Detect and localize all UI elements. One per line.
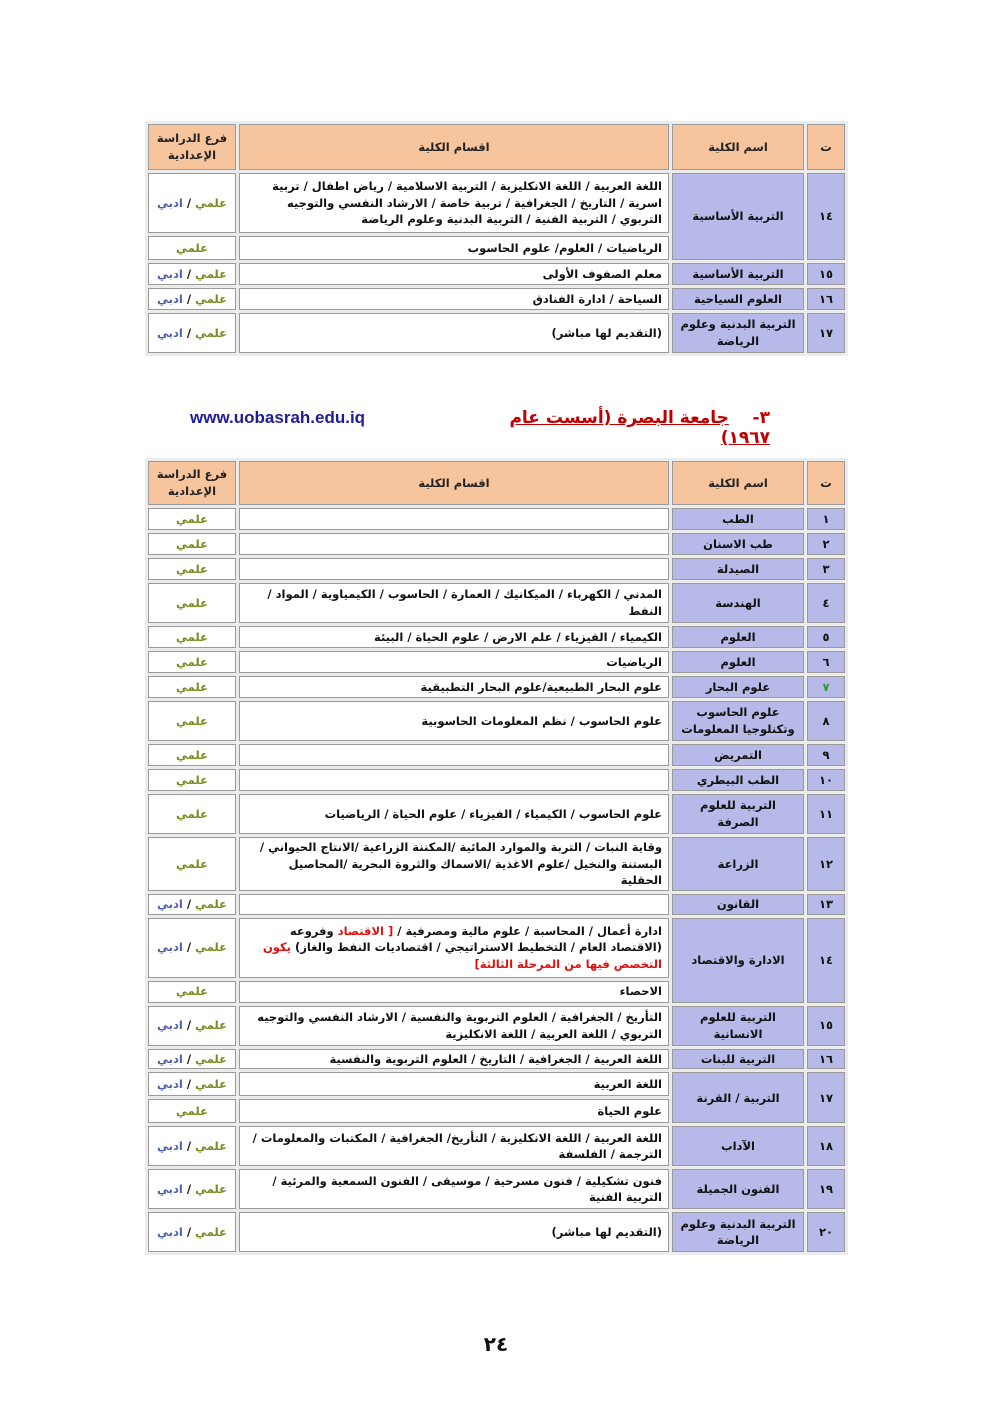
table-row <box>148 1169 845 1209</box>
college-name: التمريض <box>672 744 804 766</box>
branch-science: علمي <box>176 240 208 255</box>
college-name: التربية للعلوم الانسانية <box>672 1006 804 1046</box>
branch-literary: ادبي <box>157 1225 183 1240</box>
branch-science: علمي <box>176 561 208 576</box>
branch-science: علمي <box>176 747 208 762</box>
branch-science: علمي <box>195 1077 227 1092</box>
branch-science: علمي <box>195 940 227 955</box>
departments <box>239 769 669 791</box>
branch-science: علمي <box>176 595 208 610</box>
row-num: ١٦ <box>807 1049 845 1070</box>
departments: السياحة / ادارة الفنادق <box>239 288 669 310</box>
table-header <box>148 461 845 505</box>
row-num: ٣ <box>807 558 845 580</box>
branch-science: علمي <box>195 1182 227 1197</box>
branch-sci <box>148 701 236 741</box>
header-num: ت <box>807 461 845 505</box>
departments-direct: (التقديم لها مباشر) <box>239 313 669 353</box>
college-name: الطب <box>672 508 804 530</box>
college-name: التربية للعلوم الصرفة <box>672 794 804 834</box>
row-num: ١٥ <box>807 1006 845 1046</box>
table-row <box>148 1049 845 1070</box>
branch-literary: ادبي <box>157 291 183 306</box>
college-name: الطب البيطري <box>672 769 804 791</box>
departments-note: يكون التخصص فيها من المرحلة الثالثة] <box>262 940 662 972</box>
section-title: جامعة البصرة (أسست عام ١٩٦٧) <box>509 408 770 448</box>
section-number: ٣- <box>752 408 770 428</box>
row-num: ١٣ <box>807 894 845 915</box>
departments-text: وفروعه (الاقتصاد العام / التخطيط الاستراتيجي / اقتصاديات النفط والغاز) <box>289 923 662 955</box>
departments: الرياضيات <box>239 651 669 673</box>
page-number: ٢٤ <box>483 1332 509 1356</box>
row-num: ١ <box>807 508 845 530</box>
row-num: ١٠ <box>807 769 845 791</box>
branch-sci <box>148 769 236 791</box>
departments: وقاية النبات / التربة والموارد المائية /المكننة الزراعية /الانتاج الحيواني / البستنة والنخيل /علوم الاغذية /الاسماك والثروة البحرية /المحاصيل الحقلية <box>239 837 669 891</box>
college-name: التربية البدنية وعلوم الرياضة <box>672 313 804 353</box>
row-num: ٢ <box>807 533 845 555</box>
departments <box>239 918 669 978</box>
college-name: القانون <box>672 894 804 915</box>
branch-science: علمي <box>176 629 208 644</box>
row-num: ١٢ <box>807 837 845 891</box>
colleges-table-1 <box>145 121 848 356</box>
college-name: الآداب <box>672 1126 804 1166</box>
branch-sci <box>148 583 236 623</box>
branch-sci <box>148 236 236 260</box>
departments-text: ادارة أعمال / المحاسبة / علوم مالية ومصرفية / <box>397 923 662 938</box>
departments: علوم الحاسوب / نظم المعلومات الحاسوبية <box>239 701 669 741</box>
table-row <box>148 313 845 353</box>
table-row <box>148 1072 845 1096</box>
table-row <box>148 769 845 791</box>
table-row <box>148 837 845 891</box>
row-num: ١٦ <box>807 288 845 310</box>
branch-slash: / <box>186 1051 192 1066</box>
branch-sci <box>148 533 236 555</box>
branch-science: علمي <box>176 713 208 728</box>
table-row <box>148 1212 845 1252</box>
branch-literary: ادبي <box>157 195 183 210</box>
branch-science: علمي <box>176 654 208 669</box>
college-name: العلوم <box>672 651 804 673</box>
table-row <box>148 533 845 555</box>
branch-literary: ادبي <box>157 1182 183 1197</box>
college-name: التربية للبنات <box>672 1049 804 1070</box>
branch-slash: / <box>186 1182 192 1197</box>
table-row <box>148 1126 845 1166</box>
table-row <box>148 558 845 580</box>
table-row <box>148 288 845 310</box>
departments: اللغة العربية / اللغة الانكليزية / التأريخ/ الجغرافية / المكتبات والمعلومات / الترجمة / الفلسفة <box>239 1126 669 1166</box>
table-row <box>148 508 845 530</box>
table-row <box>148 651 845 673</box>
college-name: الادارة والاقتصاد <box>672 918 804 1003</box>
branch-slash: / <box>186 1225 192 1240</box>
branch-sci-lit <box>148 1212 236 1252</box>
departments <box>239 894 669 915</box>
table-row <box>148 173 845 233</box>
header-branch: فرع الدراسة الإعدادية <box>148 124 236 170</box>
branch-science: علمي <box>176 511 208 526</box>
branch-science: علمي <box>176 772 208 787</box>
table-row <box>148 263 845 285</box>
row-num: ٧ <box>807 676 845 698</box>
row-num: ١٤ <box>807 918 845 1003</box>
row-num: ٦ <box>807 651 845 673</box>
departments: علوم الحياة <box>239 1099 669 1123</box>
branch-sci <box>148 744 236 766</box>
branch-literary: ادبي <box>157 1077 183 1092</box>
row-num: ٨ <box>807 701 845 741</box>
branch-sci-lit <box>148 894 236 915</box>
branch-slash: / <box>186 195 192 210</box>
branch-sci-lit <box>148 313 236 353</box>
branch-science: علمي <box>195 897 227 912</box>
branch-science: علمي <box>176 856 208 871</box>
college-name: التربية الأساسية <box>672 263 804 285</box>
departments <box>239 508 669 530</box>
branch-sci <box>148 794 236 834</box>
table-row <box>148 794 845 834</box>
branch-sci-lit <box>148 918 236 978</box>
header-college: اسم الكلية <box>672 461 804 505</box>
branch-science: علمي <box>176 984 208 999</box>
branch-literary: ادبي <box>157 325 183 340</box>
table-row <box>148 918 845 978</box>
branch-sci <box>148 837 236 891</box>
branch-sci <box>148 651 236 673</box>
row-num: ٥ <box>807 626 845 648</box>
header-num: ت <box>807 124 845 170</box>
branch-sci-lit <box>148 1126 236 1166</box>
table-row <box>148 676 845 698</box>
table-row <box>148 1006 845 1046</box>
table-row <box>148 701 845 741</box>
table-header <box>148 124 845 170</box>
departments-highlight: [ الاقتصاد <box>337 923 394 938</box>
departments: معلم الصفوف الأولى <box>239 263 669 285</box>
branch-sci <box>148 1099 236 1123</box>
branch-slash: / <box>186 266 192 281</box>
branch-slash: / <box>186 1018 192 1033</box>
branch-sci <box>148 508 236 530</box>
college-name: طب الاسنان <box>672 533 804 555</box>
branch-science: علمي <box>195 195 227 210</box>
branch-sci-lit <box>148 263 236 285</box>
college-name: علوم الحاسوب وتكنلوجيا المعلومات <box>672 701 804 741</box>
branch-literary: ادبي <box>157 940 183 955</box>
branch-sci-lit <box>148 1072 236 1096</box>
row-num: ٤ <box>807 583 845 623</box>
departments: علوم البحار الطبيعية/علوم البحار التطبيقية <box>239 676 669 698</box>
branch-slash: / <box>186 291 192 306</box>
branch-sci-lit <box>148 288 236 310</box>
branch-literary: ادبي <box>157 1139 183 1154</box>
branch-slash: / <box>186 325 192 340</box>
branch-science: علمي <box>176 679 208 694</box>
college-name: الصيدلة <box>672 558 804 580</box>
branch-sci-lit <box>148 1006 236 1046</box>
table-row <box>148 626 845 648</box>
row-num: ١٧ <box>807 1072 845 1123</box>
branch-slash: / <box>186 897 192 912</box>
branch-sci <box>148 981 236 1003</box>
branch-science: علمي <box>195 1225 227 1240</box>
university-url[interactable]: www.uobasrah.edu.iq <box>190 408 366 427</box>
branch-science: علمي <box>176 536 208 551</box>
branch-literary: ادبي <box>157 1018 183 1033</box>
college-name: الفنون الجميلة <box>672 1169 804 1209</box>
departments: علوم الحاسوب / الكيمياء / الفيزياء / علوم الحياة / الرياضيات <box>239 794 669 834</box>
row-num: ١٧ <box>807 313 845 353</box>
branch-literary: ادبي <box>157 897 183 912</box>
header-branch: فرع الدراسة الإعدادية <box>148 461 236 505</box>
table-row <box>148 744 845 766</box>
branch-sci-lit <box>148 173 236 233</box>
departments: التأريخ / الجغرافية / العلوم التربوية والنفسية / الارشاد النفسي والتوجيه التربوي / اللغة العربية / اللغة الانكليزية <box>239 1006 669 1046</box>
section-heading <box>470 408 770 448</box>
college-name: التربية الأساسية <box>672 173 804 260</box>
row-num: ١٥ <box>807 263 845 285</box>
branch-science: علمي <box>195 1139 227 1154</box>
row-num: ٩ <box>807 744 845 766</box>
branch-science: علمي <box>195 266 227 281</box>
branch-slash: / <box>186 1139 192 1154</box>
branch-slash: / <box>186 940 192 955</box>
departments: اللغة العربية / اللغة الانكليزية / التربية الاسلامية / رياض اطفال / تربية اسرية / التاريخ / الجغرافية / تربية خاصة / الارشاد النفسي والتوجيه التربوي / التربية الفنية / التربية البدنية وعلوم الرياضة <box>239 173 669 233</box>
college-name: التربية / القرنة <box>672 1072 804 1123</box>
branch-sci-lit <box>148 1169 236 1209</box>
branch-slash: / <box>186 1077 192 1092</box>
college-name: التربية البدنية وعلوم الرياضة <box>672 1212 804 1252</box>
branch-sci-lit <box>148 1049 236 1070</box>
departments: الكيمياء / الفيزياء / علم الارض / علوم الحياة / البيئة <box>239 626 669 648</box>
header-departments: اقسام الكلية <box>239 461 669 505</box>
header-departments: اقسام الكلية <box>239 124 669 170</box>
table-row <box>148 894 845 915</box>
departments-direct: (التقديم لها مباشر) <box>239 1212 669 1252</box>
row-num: ١٨ <box>807 1126 845 1166</box>
branch-sci <box>148 558 236 580</box>
branch-science: علمي <box>195 1018 227 1033</box>
college-name: علوم البحار <box>672 676 804 698</box>
college-name: العلوم السياحية <box>672 288 804 310</box>
row-num: ٢٠ <box>807 1212 845 1252</box>
college-name: الزراعة <box>672 837 804 891</box>
departments: اللغة العربية <box>239 1072 669 1096</box>
colleges-table-2 <box>145 458 848 1255</box>
branch-sci <box>148 626 236 648</box>
departments: المدني / الكهرباء / الميكانيك / العمارة / الحاسوب / الكيمياوية / المواد / النفط <box>239 583 669 623</box>
departments <box>239 558 669 580</box>
branch-science: علمي <box>195 291 227 306</box>
row-num: ١٤ <box>807 173 845 260</box>
branch-literary: ادبي <box>157 1051 183 1066</box>
departments: الاحصاء <box>239 981 669 1003</box>
departments <box>239 533 669 555</box>
departments: الرياضيات / العلوم/ علوم الحاسوب <box>239 236 669 260</box>
header-college: اسم الكلية <box>672 124 804 170</box>
table-row <box>148 583 845 623</box>
departments: فنون تشكيلية / فنون مسرحية / موسيقى / الفنون السمعية والمرئية / التربية الفنية <box>239 1169 669 1209</box>
branch-science: علمي <box>195 325 227 340</box>
row-num: ١٩ <box>807 1169 845 1209</box>
branch-sci <box>148 676 236 698</box>
branch-science: علمي <box>176 806 208 821</box>
branch-literary: ادبي <box>157 266 183 281</box>
branch-science: علمي <box>195 1051 227 1066</box>
row-num: ١١ <box>807 794 845 834</box>
branch-science: علمي <box>176 1104 208 1119</box>
departments: اللغة العربية / الجغرافية / التاريخ / العلوم التربوية والنفسية <box>239 1049 669 1070</box>
college-name: العلوم <box>672 626 804 648</box>
college-name: الهندسة <box>672 583 804 623</box>
departments <box>239 744 669 766</box>
